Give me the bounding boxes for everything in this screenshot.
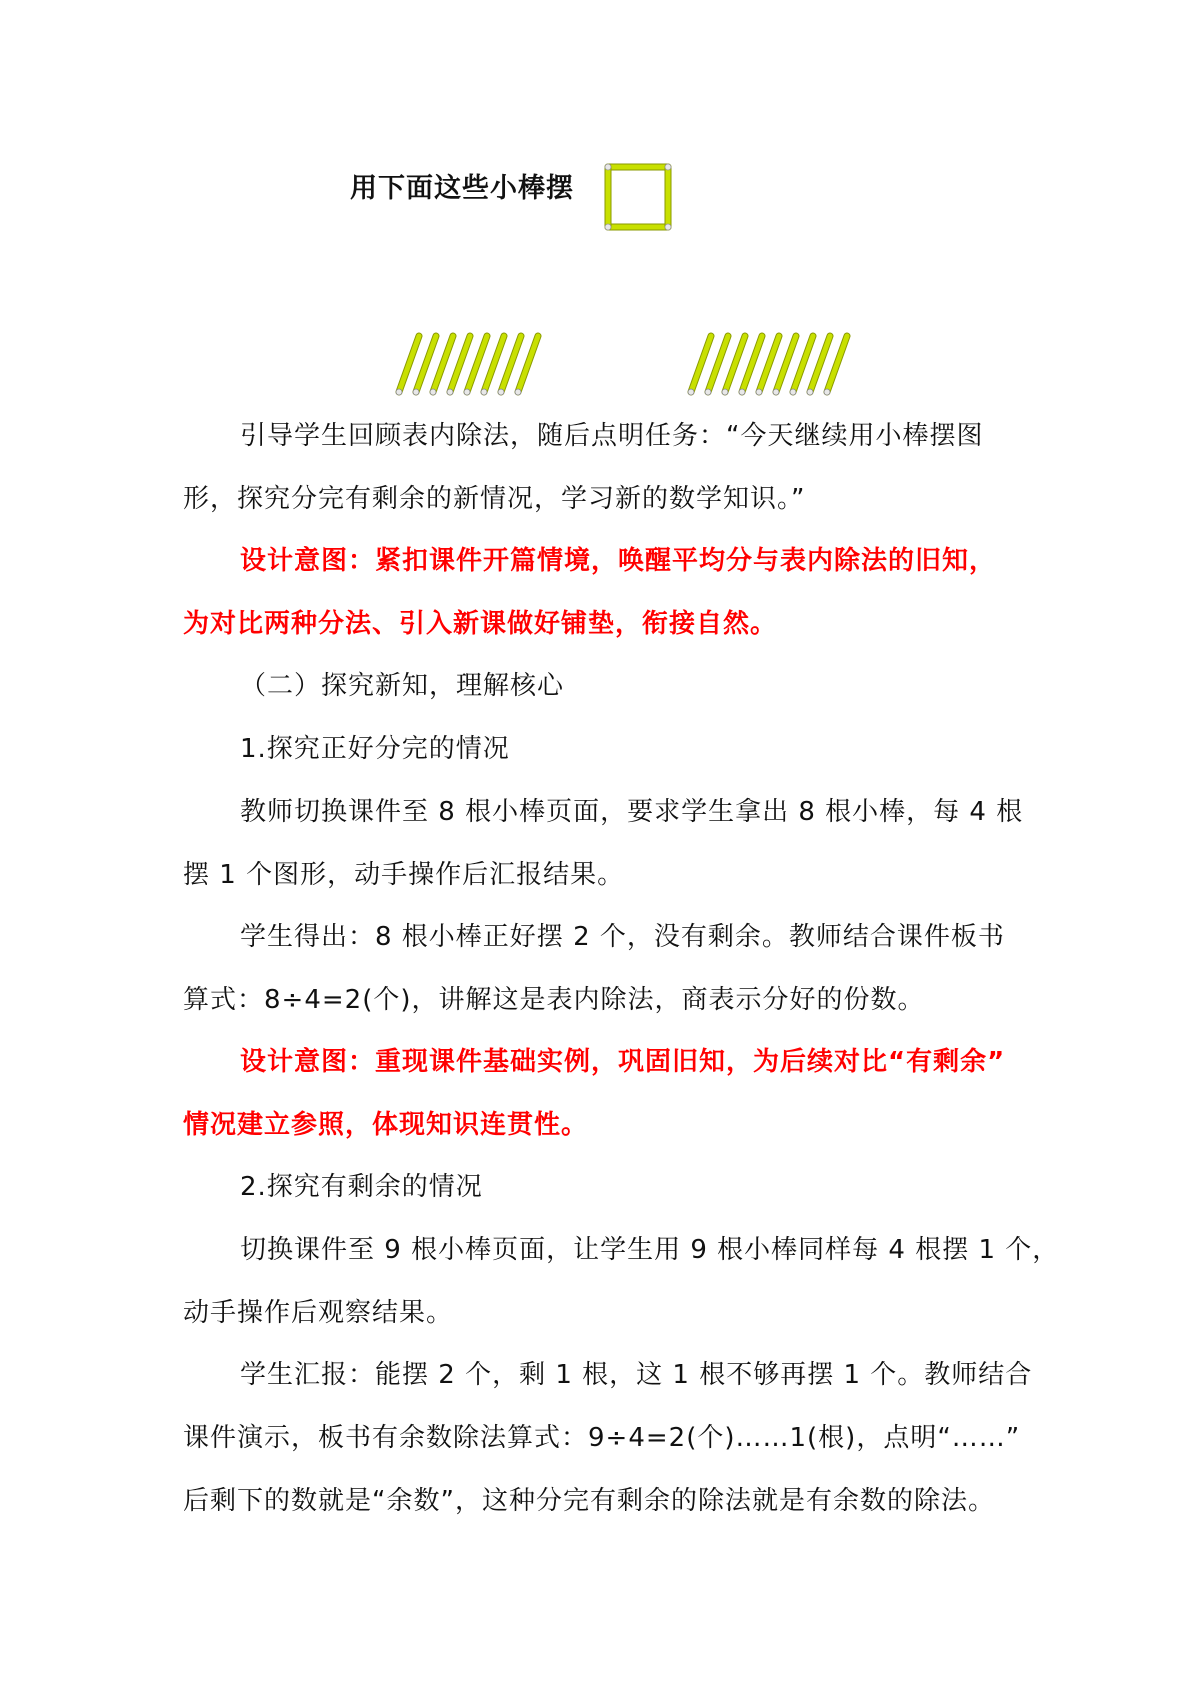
- subsection-heading-2: [183, 1156, 1085, 1219]
- paragraph-line: 形，探究分完有剩余的新情况，学习新的数学知识。”: [183, 484, 806, 514]
- heading-text: 2.探究有剩余的情况: [240, 1172, 483, 1202]
- paragraph-line: 教师切换课件至 8 根小棒页面，要求学生拿出 8 根小棒，每 4 根: [240, 797, 1024, 827]
- section-heading: [183, 655, 1085, 718]
- paragraph-line: 学生汇报：能摆 2 个，剩 1 根，这 1 根不够再摆 1 个。教师结合: [240, 1360, 1033, 1390]
- paragraph-line: 学生得出：8 根小棒正好摆 2 个，没有剩余。教师结合课件板书: [240, 922, 1005, 952]
- paragraph-student-8: [183, 906, 1085, 1032]
- paragraph-teacher-9: [183, 1219, 1085, 1345]
- paragraph-line: 动手操作后观察结果。: [183, 1298, 454, 1328]
- paragraph-student-9: [183, 1344, 1085, 1533]
- paragraph-line: 摆 1 个图形，动手操作后汇报结果。: [183, 860, 625, 890]
- paragraph-line: 设计意图：紧扣课件开篇情境，唤醒平均分与表内除法的旧知，: [240, 546, 997, 576]
- stick-square-icon: [603, 162, 673, 232]
- heading-text: （二）探究新知，理解核心: [240, 671, 565, 701]
- paragraph-line: 设计意图：重现课件基础实例，巩固旧知，为后续对比“有剩余”: [240, 1047, 1006, 1077]
- paragraph-intro: [183, 405, 1085, 531]
- paragraph-teacher-8: [183, 781, 1085, 907]
- heading-text: 1.探究正好分完的情况: [240, 734, 510, 764]
- paragraph-line: 后剩下的数就是“余数”，这种分完有剩余的除法就是有余数的除法。: [183, 1486, 995, 1516]
- subsection-heading-1: [183, 718, 1085, 781]
- design-intent-1: [183, 530, 1085, 656]
- right-stick-group: [685, 330, 875, 400]
- figure-caption: 用下面这些小棒摆: [350, 173, 574, 204]
- paragraph-line: 引导学生回顾表内除法，随后点明任务：“今天继续用小棒摆图: [240, 421, 984, 451]
- paragraph-line: 算式：8÷4=2(个)，讲解这是表内除法，商表示分好的份数。: [183, 985, 925, 1015]
- paragraph-line: 切换课件至 9 根小棒页面，让学生用 9 根小棒同样每 4 根摆 1 个，: [240, 1235, 1060, 1265]
- paragraph-line: 为对比两种分法、引入新课做好铺垫，衔接自然。: [183, 609, 778, 639]
- paragraph-line: 课件演示，板书有余数除法算式：9÷4=2(个)……1(根)，点明“……”: [183, 1423, 1021, 1453]
- paragraph-line: 情况建立参照，体现知识连贯性。: [183, 1110, 589, 1140]
- left-stick-group: [393, 330, 563, 400]
- design-intent-2: [183, 1031, 1085, 1157]
